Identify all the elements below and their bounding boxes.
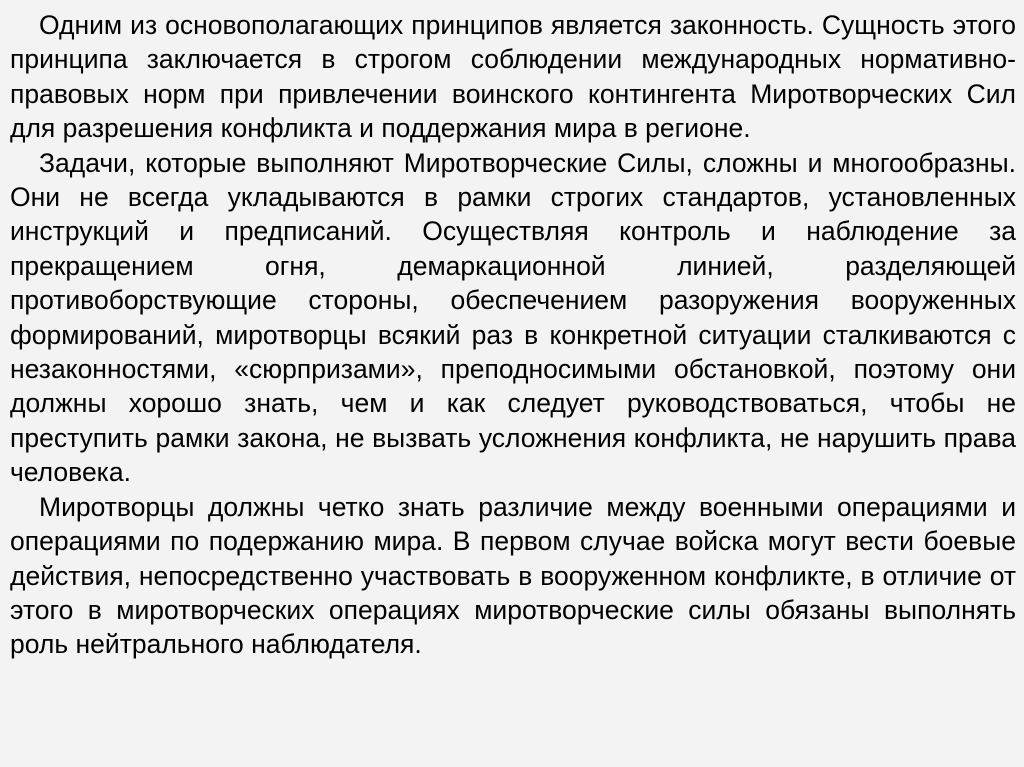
paragraph-peacekeeping-tasks: Задачи, которые выполняют Миротворческие Силы, сложны и многообразны. Они не всегда укладываются в рамки строгих стандартов, установленных инструкций и предписаний. Осуществляя контроль и наблюдение за прекращением огня, демаркационной линией, разделяющей противоборствующие стороны, обеспечением разоружения вооруженных формирований, миротворцы всякий раз в конкретной ситуации сталкиваются с незаконностями, «сюрпризами», преподносимыми обстановкой, поэтому они должны хорошо знать, чем и как следует руководствоваться, чтобы не преступить рамки закона, не вызвать усложнения конфликта, не нарушить права человека. xyxy=(10,147,1016,488)
paragraph-legality-principle: Одним из основополагающих принципов является законность. Сущность этого принципа заключается в строгом соблюдении международных нормативно-правовых норм при привлечении воинского контингента Миротворческих Сил для разрешения конфликта и поддержания мира в регионе. xyxy=(10,10,1016,144)
document-body xyxy=(10,8,1016,662)
paragraph-military-vs-peacekeeping: Миротворцы должны четко знать различие между военными операциями и операциями по подержанию мира. В первом случае войска могут вести боевые действия, непосредственно участвовать в вооруженном конфликте, в отличие от этого в миротворческих операциях миротворческие силы обязаны выполнять роль нейтрального наблюдателя. xyxy=(10,491,1016,660)
